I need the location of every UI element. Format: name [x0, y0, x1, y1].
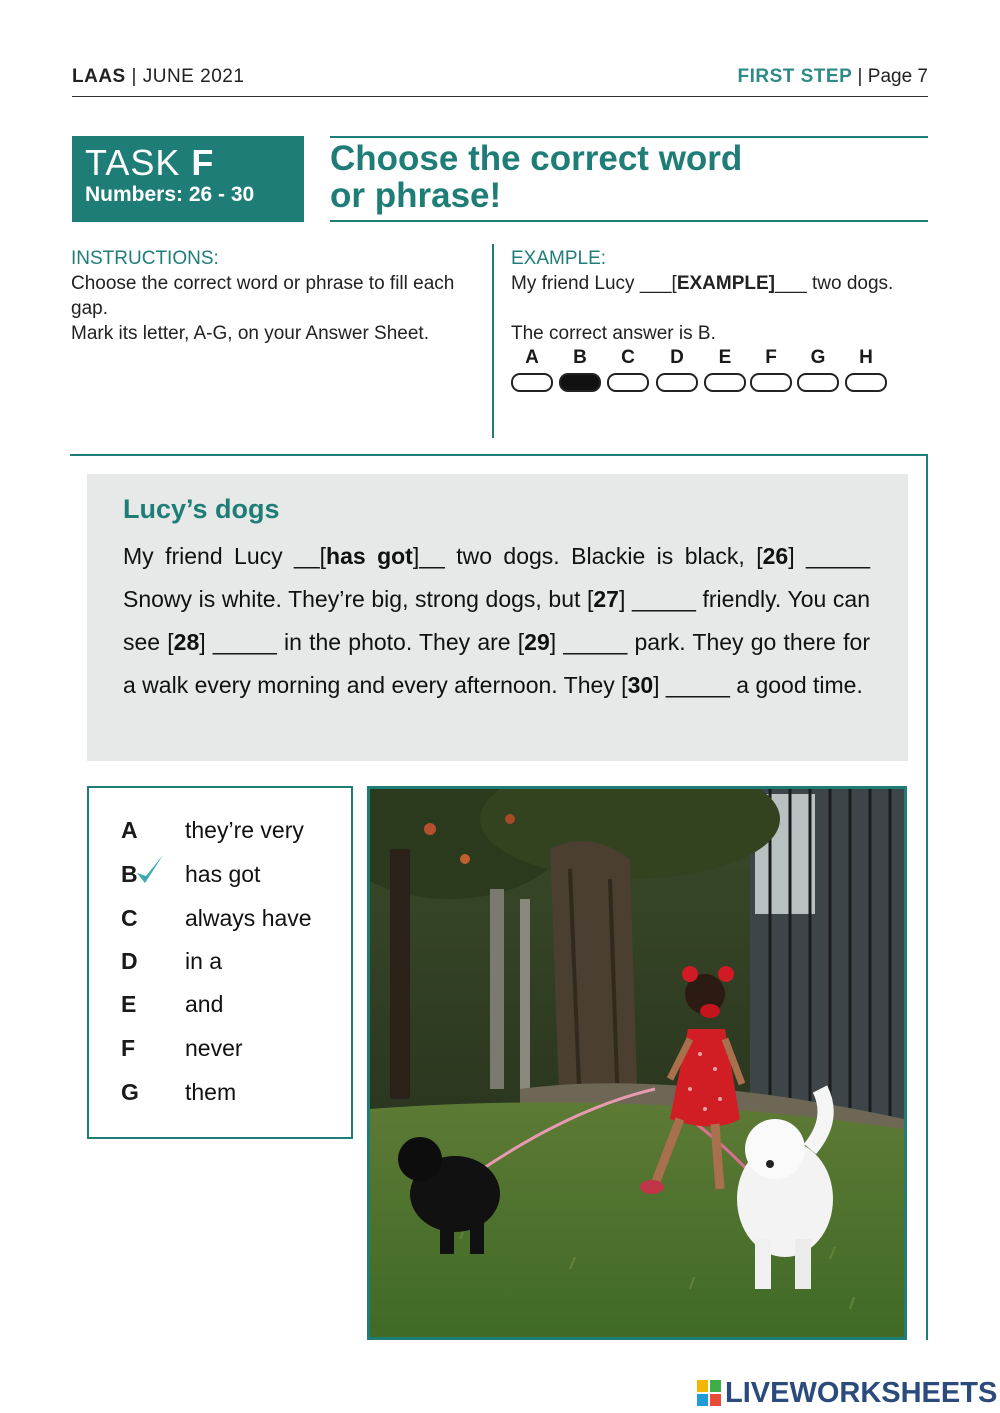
- options-list: [87, 786, 353, 1139]
- task-label-box: [72, 136, 304, 222]
- option-letter: A: [121, 817, 138, 843]
- passage-part: ]__ two dogs. Blackie is black, [: [412, 543, 763, 569]
- passage-part: ] _____ a good time.: [653, 672, 863, 698]
- headline-rule-top: [330, 136, 928, 138]
- bubble-pill[interactable]: [704, 373, 746, 392]
- checkmark-icon: [135, 853, 165, 887]
- example-sentence-pre: My friend Lucy ___[: [511, 273, 677, 294]
- photo-illustration: [370, 789, 904, 1337]
- gap-number-28: 28: [173, 629, 200, 655]
- liveworksheets-logo-text: LIVEWORKSHEETS: [725, 1377, 998, 1409]
- option-text: always have: [185, 905, 312, 931]
- passage-title: Lucy’s dogs: [123, 494, 280, 524]
- option-text: them: [185, 1079, 237, 1105]
- bubble-pill[interactable]: [750, 373, 792, 392]
- bubble-letter: C: [621, 347, 635, 368]
- header-separator: |: [131, 66, 137, 87]
- headline-rule-bottom: [330, 220, 928, 222]
- gap-number-29: 29: [524, 629, 550, 655]
- option-letter: C: [121, 905, 138, 931]
- gap-number-27: 27: [593, 586, 619, 612]
- instructions-line-1: Choose the correct word or phrase to fill each gap.: [71, 273, 455, 319]
- photo-girl-with-dogs: [367, 786, 907, 1340]
- bubble-letter: B: [573, 347, 587, 368]
- example-sentence: [511, 271, 931, 296]
- passage-text: [123, 535, 870, 707]
- bubble-pill[interactable]: [607, 373, 649, 392]
- option-letter: E: [121, 991, 137, 1017]
- example: [511, 246, 931, 346]
- column-divider: [492, 244, 494, 438]
- instructions: [71, 246, 483, 346]
- bubble-pill[interactable]: [511, 373, 553, 392]
- header-right: [737, 66, 928, 88]
- gap-number-26: 26: [762, 543, 789, 569]
- headline-line-1: Choose the correct word: [330, 139, 743, 178]
- header-brand: LAAS: [72, 66, 126, 87]
- option-text: has got: [185, 861, 261, 887]
- header-series: FIRST STEP: [737, 66, 853, 87]
- option-letter: B: [121, 861, 138, 887]
- example-heading: EXAMPLE:: [511, 248, 607, 269]
- option-letter: D: [121, 948, 138, 974]
- bubble-letter: D: [670, 347, 684, 368]
- page-number: Page 7: [867, 66, 928, 87]
- passage-part: ] _____ in the photo. They are [: [199, 629, 525, 655]
- option-text: they’re very: [185, 817, 304, 843]
- task-title: [85, 144, 304, 182]
- gap-number-30: 30: [627, 672, 654, 698]
- header-rule: [72, 96, 928, 97]
- headline-line-2: or phrase!: [330, 176, 502, 215]
- frame-rule-top: [70, 454, 928, 456]
- passage-example-answer: has got: [326, 543, 413, 569]
- passage-part: My friend Lucy __[: [123, 543, 327, 569]
- option-text: and: [185, 991, 224, 1017]
- frame-rule-right: [926, 454, 928, 1340]
- bubble-pill[interactable]: [656, 373, 698, 392]
- bubble-pill[interactable]: [797, 373, 839, 392]
- task-numbers: Numbers: 26 - 30: [85, 183, 255, 206]
- instructions-heading: INSTRUCTIONS:: [71, 248, 219, 269]
- reading-passage: [87, 474, 908, 761]
- bubble-letter: H: [859, 347, 873, 368]
- passage-part: ] _____ park. They go there for a walk every morning and every afternoon. They [: [123, 629, 870, 698]
- example-sentence-bold: EXAMPLE]: [676, 273, 775, 294]
- option-text: in a: [185, 948, 223, 974]
- option-text: never: [185, 1035, 243, 1061]
- passage-part: ] _____ friendly. You can see [: [123, 586, 870, 655]
- task-letter: F: [191, 142, 215, 183]
- bubble-letter: A: [525, 347, 539, 368]
- option-letter: G: [121, 1079, 139, 1105]
- example-sentence-post: ___ two dogs.: [775, 273, 894, 294]
- example-answer: The correct answer is B.: [511, 323, 716, 344]
- passage-part: ] _____ Snowy is white. They’re big, strong dogs, but [: [123, 543, 870, 612]
- bubble-letter: G: [810, 347, 826, 368]
- header-left: [72, 66, 244, 88]
- instructions-line-2: Mark its letter, A-G, on your Answer Sheet.: [71, 323, 429, 344]
- option-letter: F: [121, 1035, 136, 1061]
- liveworksheets-logo-icon: [697, 1380, 721, 1406]
- bubble-pill[interactable]: [559, 373, 601, 392]
- bubble-letter: F: [765, 347, 777, 368]
- header-date: JUNE 2021: [142, 66, 245, 87]
- header-separator-right: |: [857, 66, 863, 87]
- task-word: TASK: [85, 142, 181, 183]
- bubble-letter: E: [718, 347, 732, 368]
- task-headline: [330, 140, 890, 214]
- bubble-pill[interactable]: [845, 373, 887, 392]
